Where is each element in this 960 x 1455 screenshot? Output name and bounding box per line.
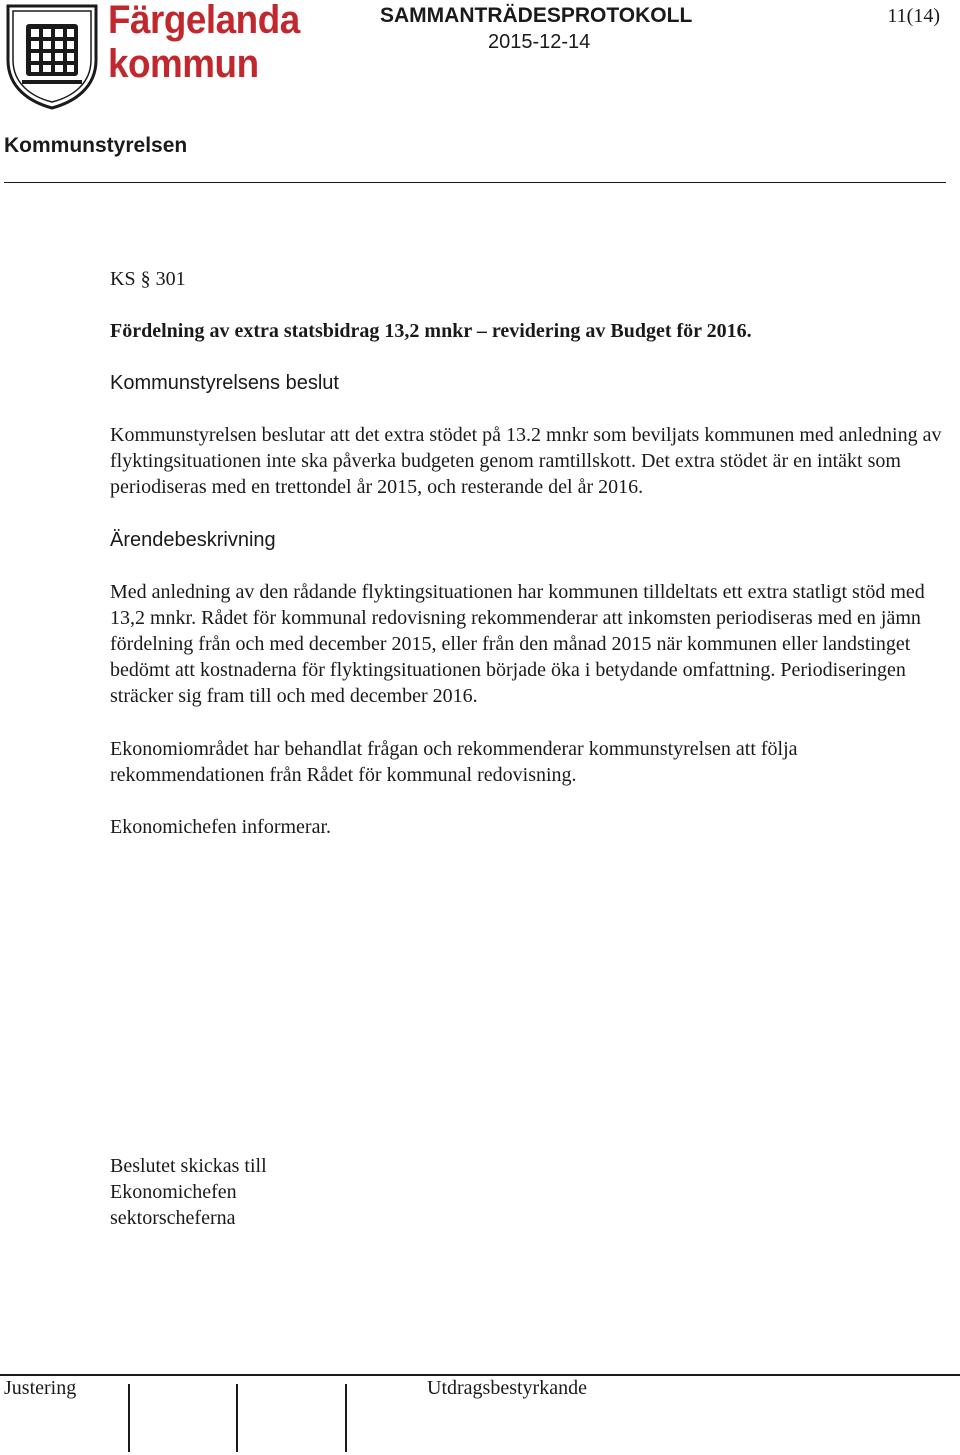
distribution-list <box>110 1153 955 1231</box>
item-title: Fördelning av extra statsbidrag 13,2 mnkr – revidering av Budget för 2016. <box>110 320 752 342</box>
header-divider <box>4 182 946 183</box>
case-reference: KS § 301 <box>110 268 186 290</box>
municipal-coat-of-arms-icon <box>4 2 100 110</box>
footer-divider <box>0 1374 960 1376</box>
board-name: Kommunstyrelsen <box>4 134 188 157</box>
recipient-item: Ekonomichefen <box>110 1181 237 1203</box>
document-type: SAMMANTRÄDESPROTOKOLL <box>380 4 693 27</box>
municipality-logotype <box>108 0 316 84</box>
description-paragraph-2: Ekonomiområdet har behandlat frågan och rekommenderar kommunstyrelsen att följa rekommendationen från Rådet för kommunal redovisning. <box>110 738 798 786</box>
recipient-item: sektorscheferna <box>110 1207 236 1229</box>
signature-field <box>345 1384 347 1452</box>
description-paragraph-3: Ekonomichefen informerar. <box>110 816 332 838</box>
meeting-date: 2015-12-14 <box>488 31 591 53</box>
distribution-heading: Beslutet skickas till <box>110 1155 267 1177</box>
decision-text: Kommunstyrelsen beslutar att det extra stödet på 13.2 mnkr som beviljats kommunen med anledning av flyktingsituationen inte ska påverka budgeten genom ramtillskott. Det extra stödet är en intäkt som periodiseras med en trettondel år 2015, och resterande del år 2016. <box>110 424 942 498</box>
decision-heading: Kommunstyrelsens beslut <box>110 372 339 394</box>
description-heading: Ärendebeskrivning <box>110 529 276 551</box>
municipality-name-line2: kommun <box>108 42 259 86</box>
signature-field <box>236 1384 238 1452</box>
verification-label: Justering <box>4 1377 77 1399</box>
description-paragraph-1: Med anledning av den rådande flyktingsituationen har kommunen tilldeltats ett extra statligt stöd med 13,2 mnkr. Rådet för kommunal redovisning rekommenderar att inkomsten periodiseras med en jämn fördelning från och med december 2015, eller från den månad 2015 när kommunen eller landstinget bedömt att kostnaderna för flyktingsituationen började öka i betydande omfattning. Periodiseringen sträcker sig fram till och med december 2016. <box>110 581 925 707</box>
extract-certification-label: Utdragsbestyrkande <box>427 1377 587 1399</box>
page-number: 11(14) <box>887 5 940 27</box>
signature-field <box>128 1384 130 1452</box>
municipality-name-line1: Färgelanda <box>108 0 300 42</box>
